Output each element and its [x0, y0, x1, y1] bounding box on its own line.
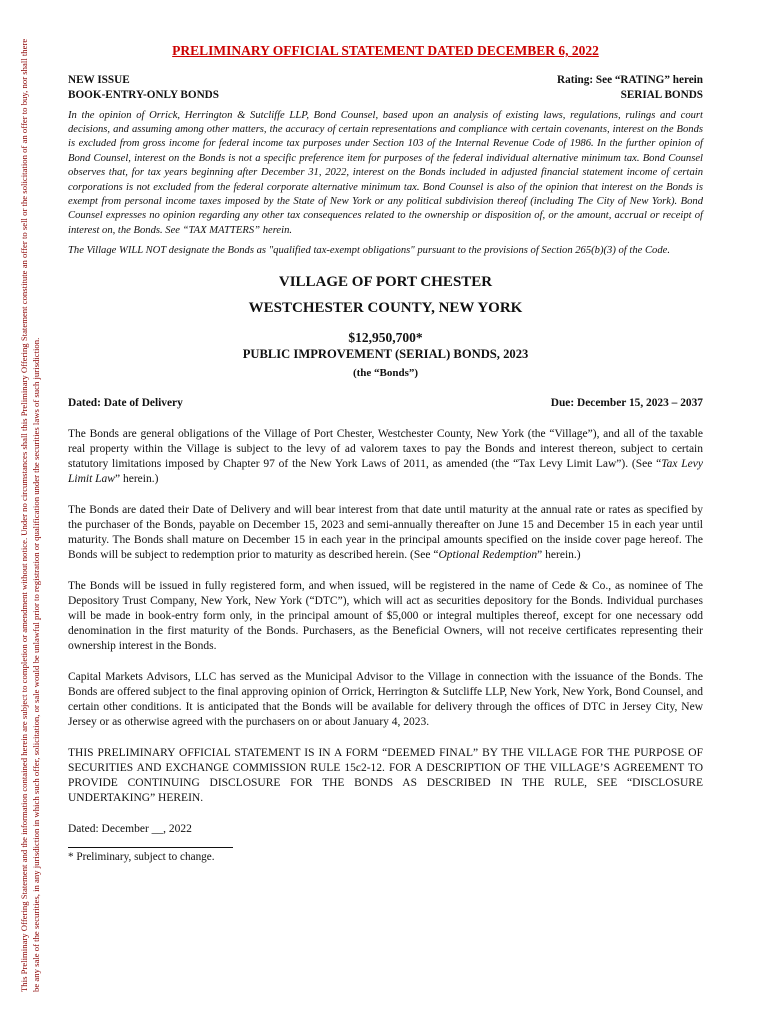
- offering-amount: $12,950,700*: [348, 329, 423, 345]
- advisor-paragraph: Capital Markets Advisors, LLC has served as the Municipal Advisor to the Village in connection with the issuance of the Bonds. The Bonds are offered subject to the final approving opinion of Orrick, Herrington & Sutcliffe LLP, New York, New York, Bond Counsel, and certain other conditions. It is anticipated that the Bonds will be available for delivery through the offices of DTC in Jersey City, New Jersey or as otherwise agreed with the purchasers on or about January 4, 2023.: [68, 671, 703, 729]
- dated-date: Dated: Date of Delivery: [68, 397, 183, 410]
- paragraph-text: The Bonds are general obligations of the Village of Port Chester, Westchester County, New York (the “Village”), and all of the taxable real property within the Village is subject to the levy of ad valorem taxes to pay the Bonds and interest thereon, subject to certain statutory limitations imposed by Chapter 97 of the New York Laws of 2011, as amended (the “Tax Levy Limit Law”). (See “: [68, 428, 703, 471]
- designation-paragraph: The Village WILL NOT designate the Bonds as "qualified tax-exempt obligations" pursuant to the provisions of Section 265(b)(3) of the Code.: [68, 245, 670, 257]
- interest-paragraph: [68, 503, 703, 563]
- registration-paragraph: The Bonds will be issued in fully registered form, and when issued, will be registered in the name of Cede & Co., as nominee of The Depository Trust Company, New York, New York (“DTC”), which will act as securities depository for the Bonds. Individual purchases will be made in book-entry form only, in the principal amount of $5,000 or integral multiples thereof, except for one necessary odd denomination in the first maturity of the Bonds. Purchasers, as the Beneficial Owners, will not receive certificates representing their ownership interest in the Bonds.: [68, 580, 703, 653]
- paragraph-text: The Bonds are dated their Date of Delivery and will bear interest from that date until maturity at the annual rate or rates as specified by the purchaser of the Bonds, payable on December 15, 2023 and semi-annually thereafter on June 15 and December 15 in each year until maturity. The Bonds shall mature on December 15 in each year in the principal amounts specified on the inside cover page hereof. The Bonds will be subject to redemption prior to maturity as described herein. (See “: [68, 504, 703, 562]
- bond-title: PUBLIC IMPROVEMENT (SERIAL) BONDS, 2023: [242, 347, 529, 362]
- book-entry-label: BOOK-ENTRY-ONLY BONDS: [68, 88, 219, 101]
- preliminary-statement-title: PRELIMINARY OFFICIAL STATEMENT DATED DECEMBER 6, 2022: [172, 43, 599, 58]
- document-page: [68, 44, 703, 864]
- tax-opinion-paragraph: In the opinion of Orrick, Herrington & Sutcliffe LLP, Bond Counsel, based upon an analysis of existing laws, regulations, rulings and court decisions, and assuming among other matters, the accuracy of certain representations and compliance with certain covenants, interest on the Bonds is excluded from gross income for federal income tax purposes under Section 103 of the Internal Revenue Code of 1986. In the further opinion of Bond Counsel, interest on the Bonds is not a specific preference item for purposes of the federal individual alternative minimum tax. Bond Counsel observes that, for tax years beginning after December 31, 2022, interest on the Bonds included in adjusted financial statement income of certain corporations is not excluded from the federal corporate alternative minimum tax. Bond Counsel is also of the opinion that interest on the Bonds is exempt from personal income taxes imposed by the State of New York or any political subdivision thereof (including The City of New York). Bond Counsel expresses no opinion regarding any other tax consequences related to the ownership or disposition of, or the amount, accrual or receipt of interest on, the Bonds. See “TAX MATTERS” herein.: [68, 109, 703, 236]
- section-reference: Optional Redemption: [438, 549, 538, 562]
- issuer-county: WESTCHESTER COUNTY, NEW YORK: [248, 299, 523, 316]
- deemed-final-paragraph: THIS PRELIMINARY OFFICIAL STATEMENT IS IN A FORM “DEEMED FINAL” BY THE VILLAGE FOR THE PURPOSE OF SECURITIES AND EXCHANGE COMMISSION RULE 15c2-12. FOR A DESCRIPTION OF THE VILLAGE’S AGREEMENT TO PROVIDE CONTINUING DISCLOSURE FOR THE BONDS AS DESCRIBED IN THE RULE, SEE “DISCLOSURE UNDERTAKING” HEREIN.: [68, 747, 703, 805]
- rating-block: [557, 73, 703, 103]
- issue-type-block: [68, 73, 219, 103]
- footnote: * Preliminary, subject to change.: [68, 850, 215, 863]
- paragraph-text: ” herein.): [114, 473, 159, 486]
- footnote-divider: [68, 847, 233, 848]
- general-obligation-paragraph: [68, 427, 703, 487]
- red-herring-sidebar: [0, 0, 60, 1024]
- serial-bonds-label: SERIAL BONDS: [620, 88, 703, 101]
- rating-label: Rating: See “RATING” herein: [557, 73, 703, 86]
- bonds-definition: (the “Bonds”): [352, 366, 419, 379]
- due-date: Due: December 15, 2023 – 2037: [550, 397, 703, 410]
- dates-row: [68, 396, 703, 411]
- section-reference: Tax Levy Limit Law: [68, 458, 703, 486]
- issue-header: [68, 73, 703, 103]
- paragraph-text: ” herein.): [537, 549, 581, 562]
- issuer-name: VILLAGE OF PORT CHESTER: [278, 273, 493, 290]
- statement-dated-line: Dated: December __, 2022: [68, 823, 192, 836]
- red-herring-notice: This Preliminary Offering Statement and the information contained herein are subject to completion or amendment without notice. Under no circumstances shall this Preliminary Offering Statement constitute an offer to sell or the solicitation of an offer to buy, nor shall there be any sale of the securities, in any jurisdiction in which such offer, solicitation, or sale would be unlawful prior to registration or qualification under the securities laws of such jurisdiction.: [19, 38, 41, 992]
- new-issue-label: NEW ISSUE: [68, 73, 130, 86]
